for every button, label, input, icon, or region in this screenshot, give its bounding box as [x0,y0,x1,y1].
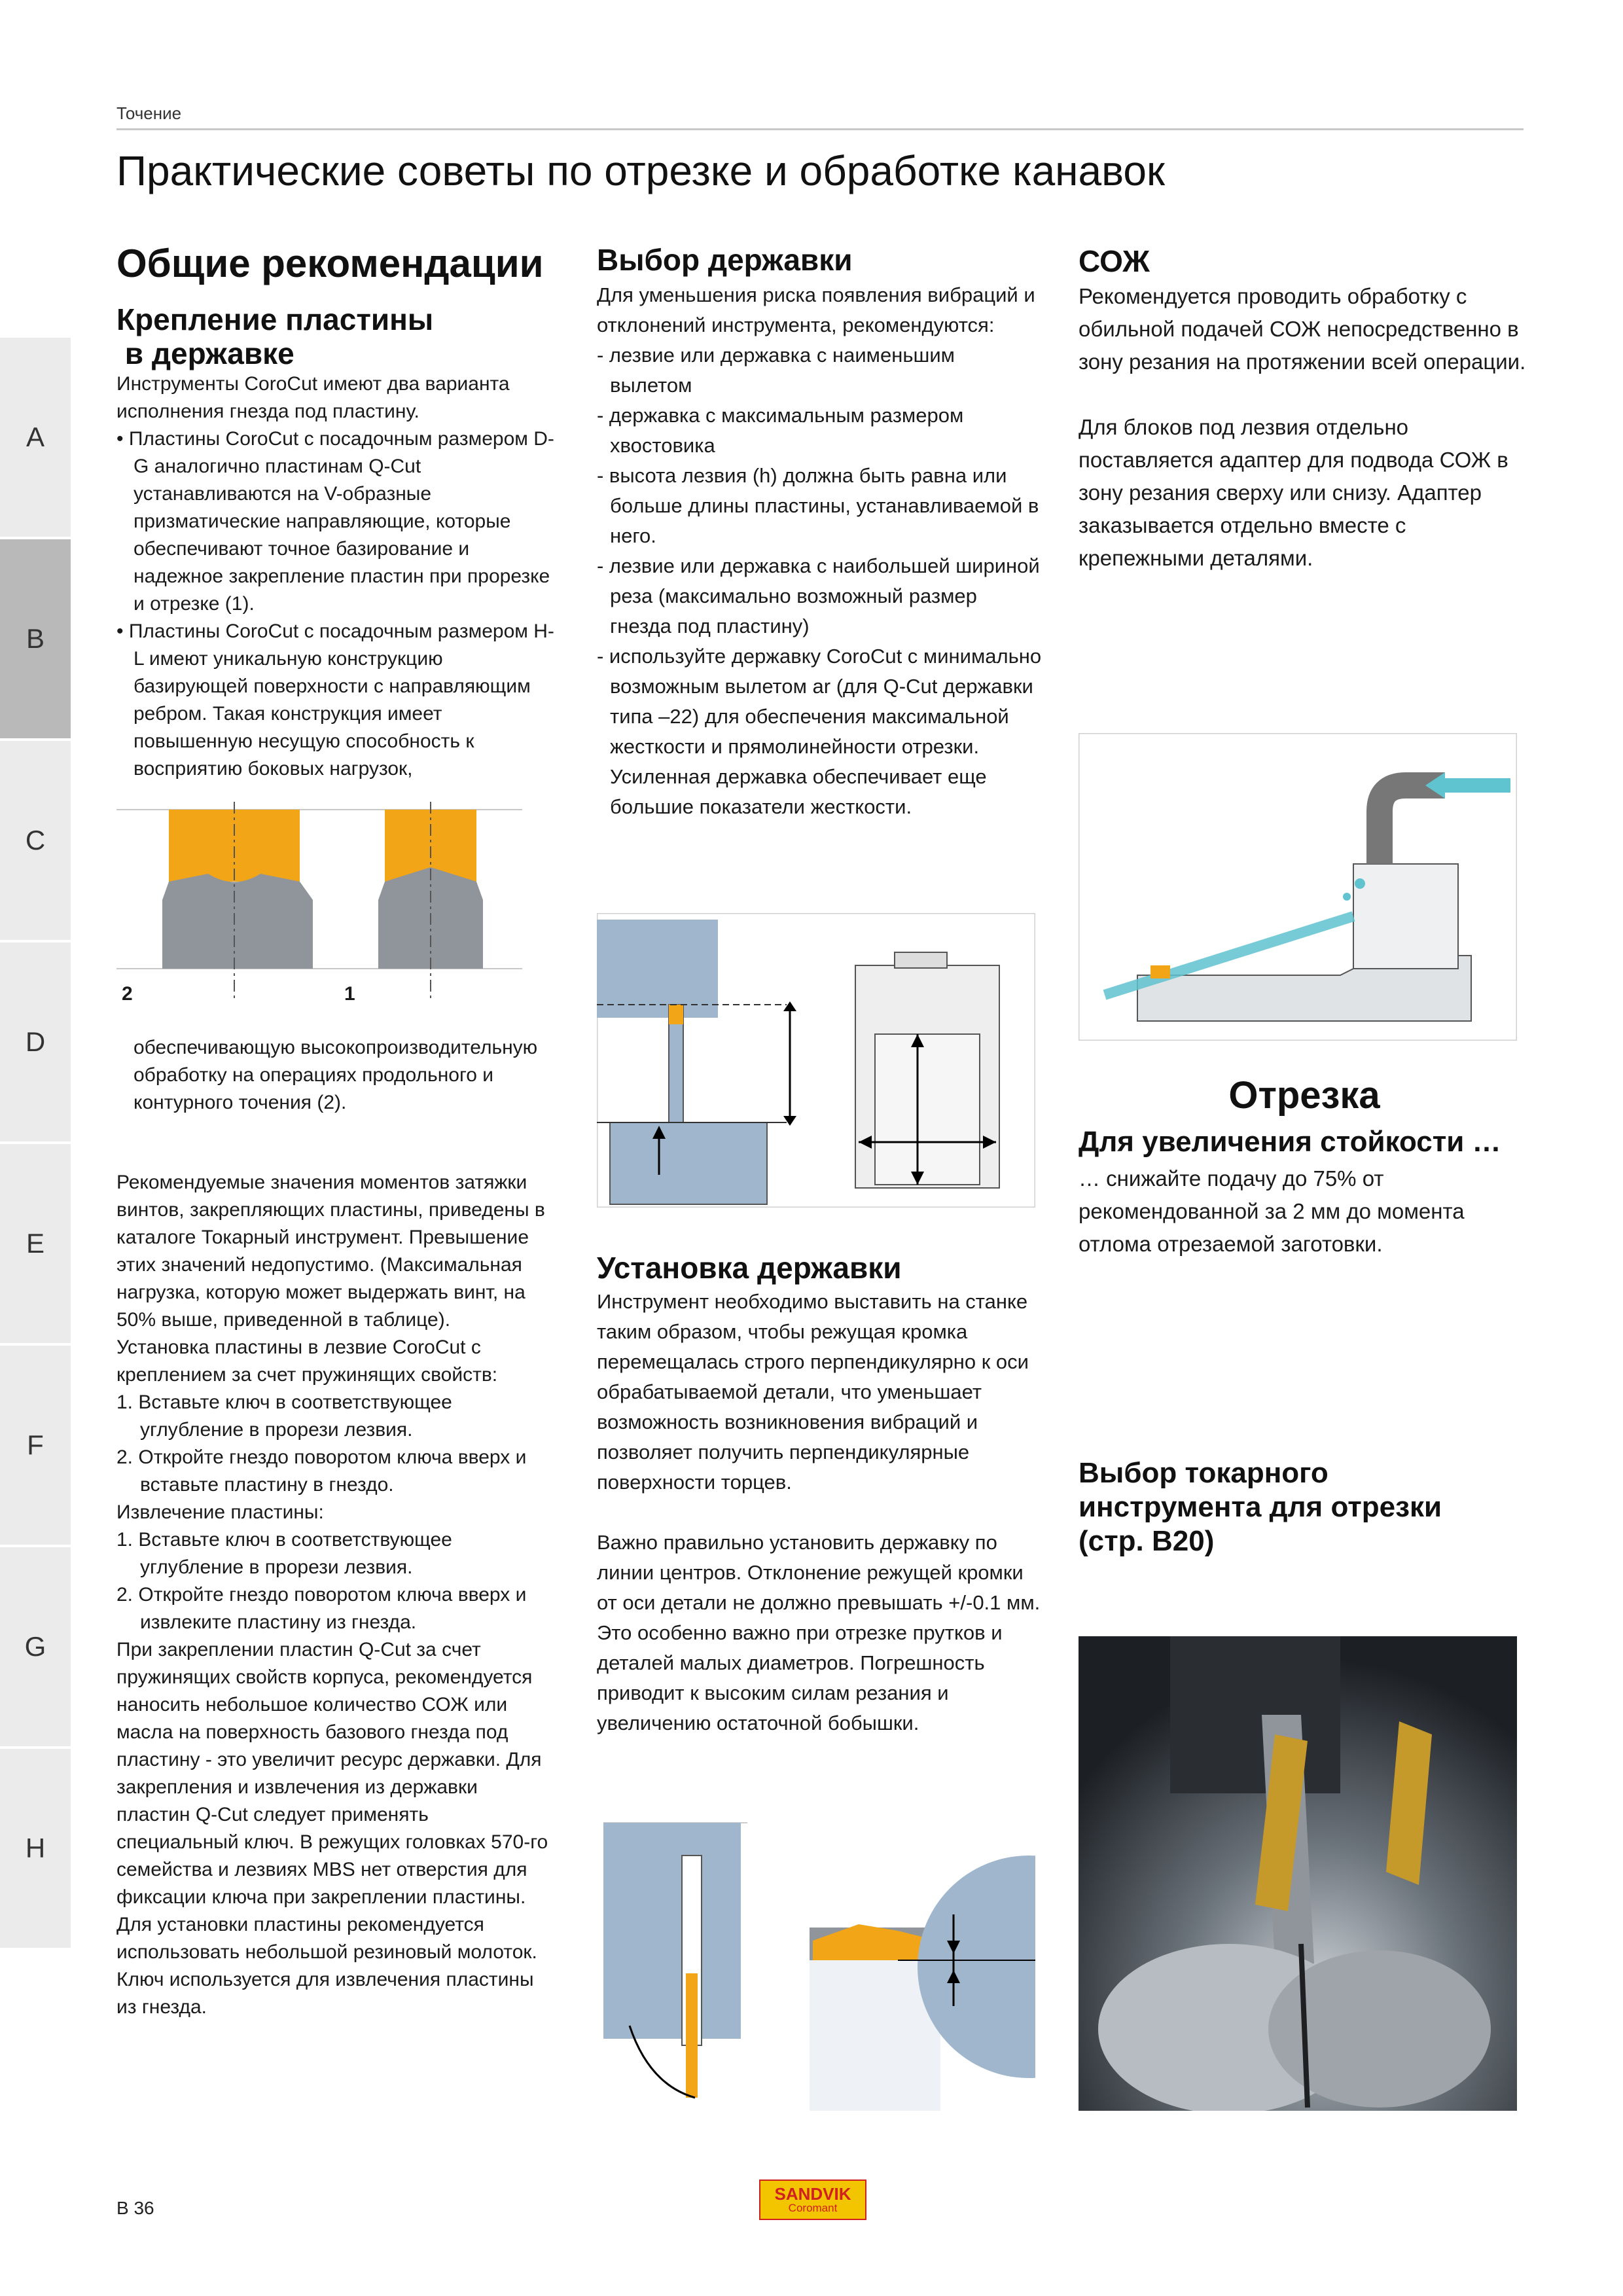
list-item: - лезвие или державка с наибольшей шириной реза (максимально возможный размер гнезда под пластину) [597,554,1040,637]
figure-label-1: 1 [344,983,355,1005]
col2-upper-text [597,280,1042,822]
install-title: Установка пластины в лезвие CoroCut с креплением за счет пружинящих свойств: [116,1336,498,1386]
coolant-drop [1355,878,1365,889]
col3-upper-text [1079,280,1530,575]
side-tab-b[interactable]: B [0,539,71,741]
holder-choice-heading: Выбор державки [597,243,853,277]
col1-intro: Инструменты CoroCut имеют два варианта исполнения гнезда под пластину. [116,373,510,422]
col2-intro: Для уменьшения риска появления вибраций и отклонений инструмента, рекомендуются: [597,283,1035,336]
holder-setup-heading: Установка державки [597,1251,902,1285]
coolant-para2: Для блоков под лезвия отдельно поставляется адаптер для подвода СОЖ в зону резания сверху или снизу. Адаптер заказывается отдельно вместе с крепежными деталями. [1079,415,1508,570]
torque-text: Рекомендуемые значения моментов затяжки винтов, закрепляющих пластины, приведены в каталоге Токарный инструмент. Превышение этих значений недопустимо. (Максимальная нагрузка, которую может выдержать винт, на 50% выше, приведенной в таблице). [116,1172,545,1331]
parting-photo [1079,1636,1517,2111]
side-tab-h[interactable]: H [0,1749,71,1950]
workpiece-block [610,1122,767,1204]
holder-shank [597,920,718,1018]
side-tab-f[interactable]: F [0,1346,71,1547]
list-item: 1. Вставьте ключ в соответствующее углубление в прорези лезвия. [116,1391,452,1441]
side-tab-c[interactable]: C [0,741,71,942]
tool-life-heading: Для увеличения стойкости … [1079,1126,1501,1158]
general-recommendations-heading: Общие рекомендации [116,242,544,285]
closing-text: При закреплении пластин Q-Cut за счет пружинящих свойств корпуса, рекомендуется наносить небольшое количество СОЖ или масла на поверхность базового гнезда под пластину - это увеличит ресурс державки. Для закрепления и извлечения из державки пластин Q-Cut следует применять специальный ключ. В режущих головках 570-го семейства и лезвиях MBS нет отверстия для фиксации ключа при закреплении пластины. Для установки пластины рекомендуется использовать небольшой резиновый молоток. Ключ используется для извлечения пластины из гнезда. [116,1639,548,2018]
feed-reduction-text: … снижайте подачу до 75% от рекомендованной за 2 мм до момента отлома отрезаемой заготовки. [1079,1166,1465,1256]
logo-text-coromant: Coromant [788,2202,838,2214]
blade-slot [875,1034,980,1185]
side-tab-e[interactable]: E [0,1144,71,1346]
insert-seat-figure [116,802,522,1011]
list-item: - высота лезвия (h) должна быть равна или больше длины пластины, устанавливаемой в него. [597,464,1039,547]
coolant-drop [1343,893,1351,901]
col1-upper-text [116,370,555,783]
logo-text-sandvik: SANDVIK [774,2184,851,2204]
holder-body [603,1823,741,2039]
coolant-adapter-figure [1079,733,1517,1041]
machine-turret [1170,1636,1340,1793]
insert-tip [669,1005,683,1024]
side-tab-d[interactable]: D [0,942,71,1144]
col1-continuation: обеспечивающую высокопроизводительную обработку на операциях продольного и контурного точения (2). [134,1037,538,1113]
insert-tip [1150,965,1170,978]
list-item: - державка с максимальным размером хвостовика [597,404,964,457]
setup-para2: Важно правильно установить державку по линии центров. Отклонение режущей кромки от оси детали не должно превышать +/-0.1 мм. Это особенно важно при отрезке прутков и деталей малых диаметров. Погрешность приводит к высоким силам резания и увеличению остаточной бобышки. [597,1531,1041,1734]
coolant-para1: Рекомендуется проводить обработку с обильной подачей СОЖ непосредственно в зону резания на протяжении всей операции. [1079,284,1526,374]
col2-lower-text [597,1287,1042,1738]
remove-title: Извлечение пластины: [116,1501,324,1523]
side-tab-g[interactable]: G [0,1547,71,1749]
holder-dimensions-figure [597,913,1035,1208]
setup-para1: Инструмент необходимо выставить на станке таким образом, чтобы режущая кромка перемещалась строго перпендикулярно к оси обрабатываемой детали, что уменьшает возможность возникновения вибраций и позволяет получить перпендикулярные поверхности торцев. [597,1290,1029,1494]
header-rule [116,128,1524,130]
insert-mounting-heading-line2: в державке [116,336,294,370]
insert-mounting-heading [116,302,555,370]
adapter-body [1353,864,1458,969]
section-label: Точение [116,103,182,123]
parting-heading: Отрезка [1228,1074,1380,1117]
centerline-setup-figure [597,1810,1035,2117]
page-title: Практические советы по отрезке и обработке канавок [116,147,1165,194]
page-number: B 36 [116,2198,154,2218]
col1-lower-text [116,1169,555,2021]
coolant-heading: СОЖ [1079,244,1150,278]
list-item: 2. Откройте гнездо поворотом ключа вверх и вставьте пластину в гнездо. [116,1446,527,1496]
list-item: 2. Откройте гнездо поворотом ключа вверх и извлеките пластину из гнезда. [116,1584,527,1633]
insert-mounting-heading-line1: Крепление пластины [116,302,434,336]
tool-selection-heading: Выбор токарного инструмента для отрезки (стр. B20) [1079,1457,1442,1557]
holder-top [895,952,947,968]
list-item: • Пластины CoroCut с посадочным размером H-L имеют уникальную конструкцию базирующей поверхности с направляющим ребром. Такая конструкция имеет повышенную несущую способность к восприятию боковых нагрузок, [116,620,554,780]
insert-blade [686,1973,698,2098]
list-item: - лезвие или державка с наименьшим вылетом [597,344,955,397]
list-item: - используйте державку CoroCut с минимально возможным вылетом ar (для Q-Cut державки типа –22) для обеспечения максимальной жесткости и прямолинейности отрезки. Усиленная державка обеспечивает еще большие показатели жесткости. [597,645,1042,818]
list-item: 1. Вставьте ключ в соответствующее углубление в прорези лезвия. [116,1529,452,1578]
figure-label-2: 2 [122,983,133,1005]
seat-left [162,874,313,969]
side-tab-a[interactable]: A [0,338,71,539]
list-item: • Пластины CoroCut с посадочным размером D-G аналогично пластинам Q-Cut устанавливаются на V-образные призматические направляющие, которые обеспечивают точное базирование и надежное закрепление пластин при прорезке и отрезке (1). [116,428,554,615]
sandvik-logo [759,2179,866,2220]
